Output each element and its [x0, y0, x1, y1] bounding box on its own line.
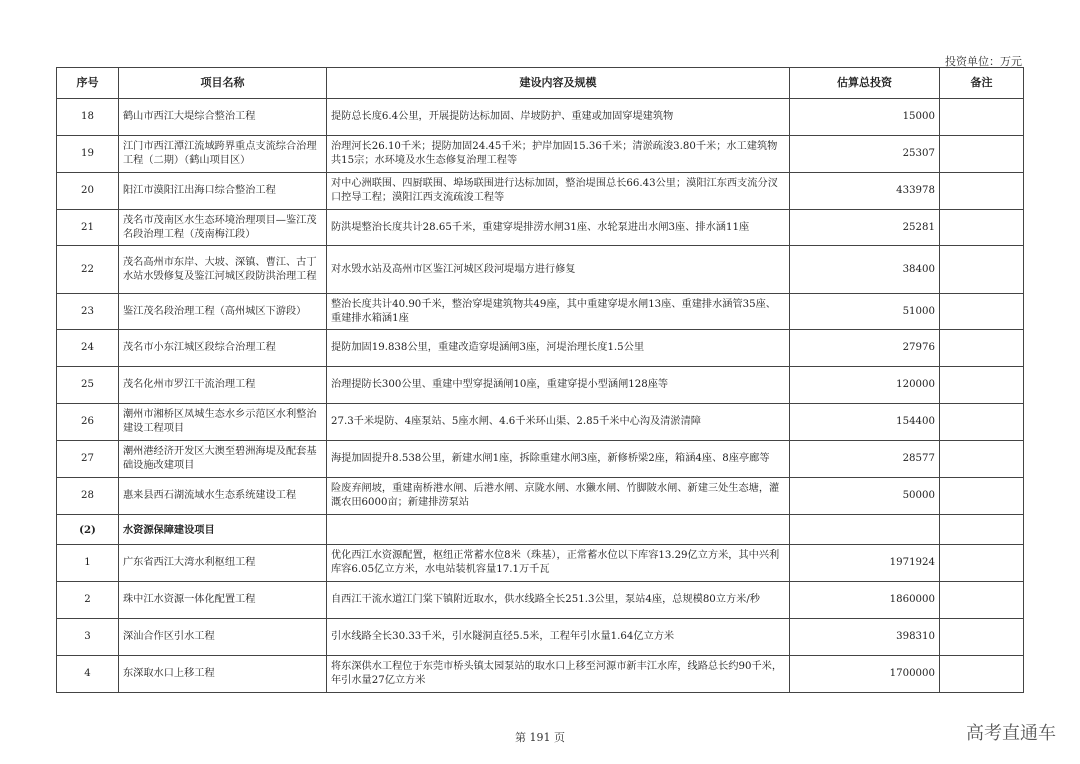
table-row [57, 582, 1024, 619]
row-investment: 154400 [790, 404, 940, 441]
page-number: 第 191 页 [515, 731, 565, 744]
header-note: 备注 [940, 68, 1024, 99]
table-row [57, 294, 1024, 330]
row-note [940, 478, 1024, 515]
row-content: 对水毁水站及高州市区鉴江河城区段河堤塌方进行修复 [327, 246, 790, 294]
row-content: 优化西江水资源配置，枢纽正常蓄水位8米（珠基），正常蓄水位以下库容13.29亿立方米，其中兴利库容6.05亿立方米，水电站装机容量17.1万千瓦 [327, 545, 790, 582]
row-project-name: 惠来县西石湖流域水生态系统建设工程 [119, 478, 327, 515]
row-seq: 4 [57, 656, 119, 693]
row-seq: 23 [57, 294, 119, 330]
row-note [940, 173, 1024, 210]
row-seq: 28 [57, 478, 119, 515]
row-content: 治理提防长300公里、重建中型穿提涵闸10座，重建穿提小型涵闸128座等 [327, 367, 790, 404]
header-investment: 估算总投资 [790, 68, 940, 99]
table-row [57, 545, 1024, 582]
row-seq: 2 [57, 582, 119, 619]
row-project-name: 鹤山市西江大堤综合整治工程 [119, 99, 327, 136]
row-investment: 27976 [790, 330, 940, 367]
header-content: 建设内容及规模 [327, 68, 790, 99]
row-investment: 120000 [790, 367, 940, 404]
row-project-name: 茂名市茂南区水生态环境治理项目—鉴江茂名段治理工程（茂南梅江段） [119, 210, 327, 246]
section-row [57, 515, 1024, 545]
row-project-name: 鉴江茂名段治理工程（高州城区下游段） [119, 294, 327, 330]
project-table [56, 67, 1024, 693]
row-project-name: 茂名化州市罗江干流治理工程 [119, 367, 327, 404]
watermark-logo: 高考直通车 [966, 723, 1056, 744]
row-note [940, 619, 1024, 656]
row-investment: 1971924 [790, 545, 940, 582]
table-row [57, 210, 1024, 246]
row-investment: 433978 [790, 173, 940, 210]
table-row [57, 441, 1024, 478]
header-name: 项目名称 [119, 68, 327, 99]
row-content: 海提加固提升8.538公里，新建水闸1座，拆除重建水闸3座，新修桥梁2座，箱涵4座、8座亭廊等 [327, 441, 790, 478]
row-content: 引水线路全长30.33千米，引水隧洞直径5.5米，工程年引水量1.64亿立方米 [327, 619, 790, 656]
row-note [940, 99, 1024, 136]
table-row [57, 246, 1024, 294]
section-investment [790, 515, 940, 545]
header-seq: 序号 [57, 68, 119, 99]
table-row [57, 367, 1024, 404]
table-row [57, 478, 1024, 515]
row-content: 险废弃闸坡，重建南桥港水闸、后港水闸、京陇水闸、水獭水闸、竹脚陂水闸、新建三处生态塘，灌溉农田6000亩；新建排涝泵站 [327, 478, 790, 515]
row-project-name: 深汕合作区引水工程 [119, 619, 327, 656]
row-content: 自西江干流水道江门棠下镇附近取水，供水线路全长251.3公里，泵站4座，总规模80立方米/秒 [327, 582, 790, 619]
row-seq: 27 [57, 441, 119, 478]
section-name: 水资源保障建设项目 [119, 515, 327, 545]
row-seq: 25 [57, 367, 119, 404]
row-content: 提防总长度6.4公里，开展提防达标加固、岸坡防护、重建或加固穿堤建筑物 [327, 99, 790, 136]
row-note [940, 330, 1024, 367]
table-row [57, 330, 1024, 367]
row-seq: 18 [57, 99, 119, 136]
row-seq: 3 [57, 619, 119, 656]
table-row [57, 619, 1024, 656]
row-project-name: 江门市西江潭江流域跨界重点支流综合治理工程（二期）（鹤山项目区） [119, 136, 327, 173]
row-content: 防洪堤整治长度共计28.65千米，重建穿堤排涝水闸31座、水轮泵进出水闸3座、排水涵11座 [327, 210, 790, 246]
row-investment: 25307 [790, 136, 940, 173]
row-project-name: 珠中江水资源一体化配置工程 [119, 582, 327, 619]
table-header-row [57, 68, 1024, 99]
row-note [940, 294, 1024, 330]
row-seq: 19 [57, 136, 119, 173]
row-project-name: 潮州港经济开发区大澳至碧洲海堤及配套基础设施改建项目 [119, 441, 327, 478]
row-investment: 51000 [790, 294, 940, 330]
row-note [940, 246, 1024, 294]
section-seq: (2) [57, 515, 119, 545]
row-seq: 22 [57, 246, 119, 294]
row-investment: 1860000 [790, 582, 940, 619]
row-note [940, 210, 1024, 246]
row-project-name: 潮州市湘桥区凤城生态水乡示范区水利整治建设工程项目 [119, 404, 327, 441]
investment-unit-label: 投资单位：万元 [945, 55, 1022, 68]
row-investment: 398310 [790, 619, 940, 656]
table-row [57, 656, 1024, 693]
row-note [940, 441, 1024, 478]
table-row [57, 99, 1024, 136]
row-investment: 38400 [790, 246, 940, 294]
row-content: 整治长度共计40.90千米，整治穿堤建筑物共49座，其中重建穿堤水闸13座、重建排水涵管35座、重建排水箱涵1座 [327, 294, 790, 330]
row-investment: 28577 [790, 441, 940, 478]
row-project-name: 茂名市小东江城区段综合治理工程 [119, 330, 327, 367]
section-note [940, 515, 1024, 545]
table-row [57, 404, 1024, 441]
row-project-name: 茂名高州市东岸、大坡、深镇、曹江、古丁水站水毁修复及鉴江河城区段防洪治理工程 [119, 246, 327, 294]
row-content: 将东深供水工程位于东莞市桥头镇太园泵站的取水口上移至河源市新丰江水库，线路总长约90千米，年引水量27亿立方米 [327, 656, 790, 693]
row-note [940, 656, 1024, 693]
row-note [940, 136, 1024, 173]
table-row [57, 173, 1024, 210]
row-project-name: 广东省西江大湾水利枢纽工程 [119, 545, 327, 582]
row-note [940, 404, 1024, 441]
row-seq: 21 [57, 210, 119, 246]
row-note [940, 582, 1024, 619]
row-seq: 24 [57, 330, 119, 367]
table-row [57, 136, 1024, 173]
row-seq: 26 [57, 404, 119, 441]
row-note [940, 367, 1024, 404]
row-investment: 15000 [790, 99, 940, 136]
row-investment: 1700000 [790, 656, 940, 693]
row-investment: 50000 [790, 478, 940, 515]
row-seq: 20 [57, 173, 119, 210]
row-content: 治理河长26.10千米；提防加固24.45千米；护岸加固15.36千米；清淤疏浚3.80千米；水工建筑物共15宗；水环境及水生态修复治理工程等 [327, 136, 790, 173]
row-seq: 1 [57, 545, 119, 582]
row-project-name: 阳江市漠阳江出海口综合整治工程 [119, 173, 327, 210]
section-content [327, 515, 790, 545]
row-content: 对中心洲联围、四厨联围、埠场联围进行达标加固，整治堤围总长66.43公里；漠阳江东西支流分汊口控导工程；漠阳江西支流疏浚工程等 [327, 173, 790, 210]
row-investment: 25281 [790, 210, 940, 246]
row-content: 27.3千米堤防、4座泵站、5座水闸、4.6千米环山渠、2.85千米中心沟及清淤清障 [327, 404, 790, 441]
row-project-name: 东深取水口上移工程 [119, 656, 327, 693]
row-note [940, 545, 1024, 582]
row-content: 提防加固19.838公里，重建改造穿堤涵闸3座，河堤治理长度1.5公里 [327, 330, 790, 367]
